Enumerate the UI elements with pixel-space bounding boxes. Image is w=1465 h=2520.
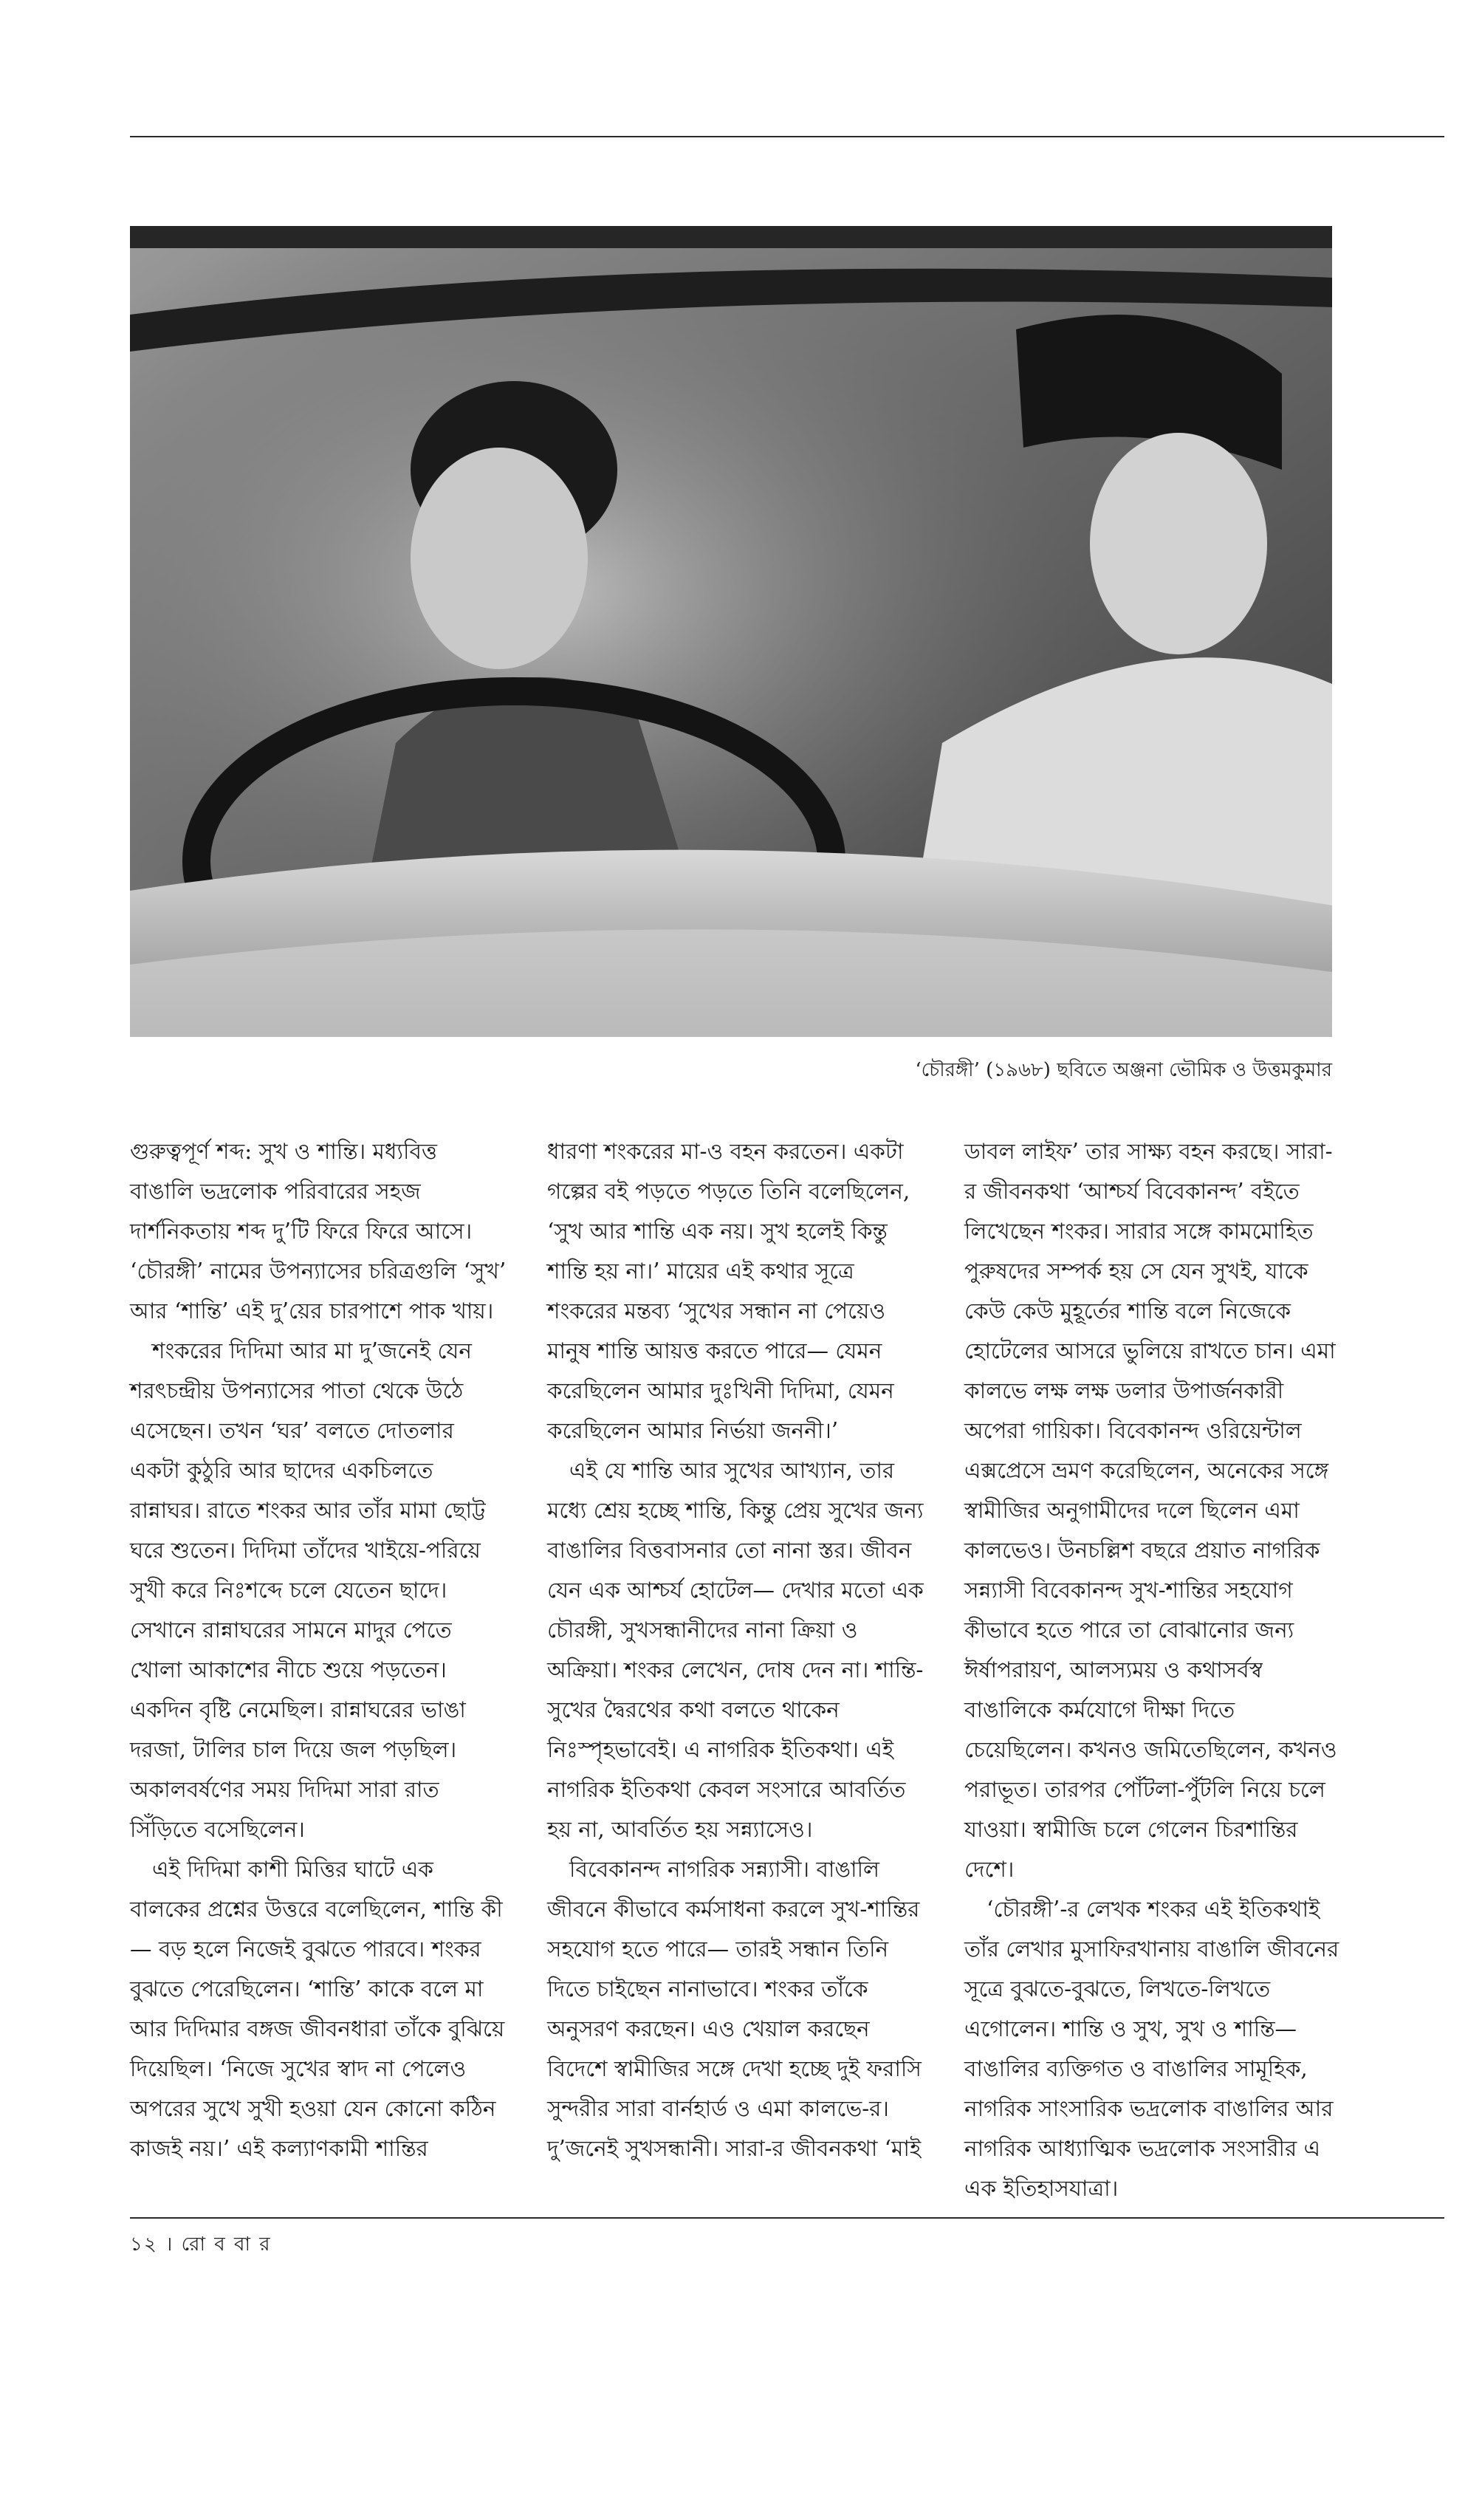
paragraph: এই দিদিমা কাশী মিত্তির ঘাটে এক বালকের প্রশ্নের উত্তরে বলেছিলেন, শান্তি কী— বড় হলে নিজেই বুঝতে পারবে। শংকর বুঝতে পেরেছিলেন। ‘শান্তি’ কাকে বলে মা আর দিদিমার বঙ্গজ জীবনধারা তাঁকে বুঝিয়ে দিয়েছিল। ‘নিজে সুখের স্বাদ না পেলেও অপরের সুখে সুখী হওয়া যেন কোনো কঠিন কাজই নয়।’ এই কল্যাণকামী শান্তির bbox=[130, 1857, 505, 2161]
paragraph: গুরুত্বপূর্ণ শব্দ: সুখ ও শান্তি। মধ্যবিত্ত বাঙালি ভদ্রলোক পরিবারের সহজ দার্শনিকতায় শব্দ দু’টি ফিরে ফিরে আসে। ‘চৌরঙ্গী’ নামের উপন্যাসের চরিত্রগুলি ‘সুখ’ আর ‘শান্তি’ এই দু’য়ের চারপাশে পাক খায়। bbox=[130, 1139, 507, 1324]
paragraph: ধারণা শংকরের মা-ও বহন করতেন। একটা গল্পের বই পড়তে পড়তে তিনি বলেছিলেন, ‘সুখ আর শান্তি এক নয়। সুখ হলেই কিন্তু শান্তি হয় না।’ মায়ের এই কথার সূত্রে শংকরের মন্তব্য ‘সুখের সন্ধান না পেয়েও মানুষ শান্তি আয়ত্ত করতে পারে— যেমন করেছিলেন আমার দুঃখিনী দিদিমা, যেমন করেছিলেন আমার নির্ভয়া জননী।’ bbox=[547, 1139, 910, 1443]
page-number: ১২ bbox=[130, 2233, 158, 2256]
paragraph: বিবেকানন্দ নাগরিক সন্ন্যাসী। বাঙালি জীবনে কীভাবে কর্মসাধনা করলে সুখ-শান্তির সহযোগ হতে পারে— তারই সন্ধান তিনি দিতে চাইছেন নানাভাবে। শংকর তাঁকে অনুসরণ করছেন। এও খেয়াল করছেন বিদেশে স্বামীজির সঙ্গে দেখা হচ্ছে দুই ফরাসি সুন্দরীর সারা বার্নহার্ড ও এমা কালভে-র। দু’জনেই সুখসন্ধানী। সারা-র জীবনকথা ‘মাই bbox=[547, 1857, 922, 2161]
column-2 bbox=[547, 1131, 924, 2168]
page-footer bbox=[130, 2229, 272, 2262]
section-name: রো ব বা র bbox=[181, 2233, 272, 2256]
film-still-photo bbox=[130, 226, 1332, 1037]
paragraph: এই যে শান্তি আর সুখের আখ্যান, তার মধ্যে শ্রেয় হচ্ছে শান্তি, কিন্তু প্রেয় সুখের জন্য বাঙালির বিত্তবাসনার তো নানা স্তর। জীবন যেন এক আশ্চর্য হোটেল— দেখার মতো এক চৌরঙ্গী, সুখসন্ধানীদের নানা ক্রিয়া ও অক্রিয়া। শংকর লেখেন, দোষ দেন না। শান্তি-সুখের দ্বৈরথের কথা বলতে থাকেন নিঃস্পৃহভাবেই। এ নাগরিক ইতিকথা। এই নাগরিক ইতিকথা কেবল সংসারে আবর্তিত হয় না, আবর্তিত হয় সন্ন্যাসেও। bbox=[547, 1458, 924, 1842]
column-1 bbox=[130, 1131, 507, 2168]
paragraph: শংকরের দিদিমা আর মা দু’জনেই যেন শরৎচন্দ্রীয় উপন্যাসের পাতা থেকে উঠে এসেছেন। তখন ‘ঘর’ বলতে দোতলার একটা কুঠুরি আর ছাদের একচিলতে রান্নাঘর। রাতে শংকর আর তাঁর মামা ছোট্ট ঘরে শুতেন। দিদিমা তাঁদের খাইয়ে-পরিয়ে সুখী করে নিঃশব্দে চলে যেতেন ছাদে। সেখানে রান্নাঘরের সামনে মাদুর পেতে খোলা আকাশের নীচে শুয়ে পড়তেন। একদিন বৃষ্টি নেমেছিল। রান্নাঘরের ভাঙা দরজা, টালির চাল দিয়ে জল পড়ছিল। অকালবর্ষণের সময় দিদিমা সারা রাত সিঁড়িতে বসেছিলেন। bbox=[130, 1338, 486, 1842]
paragraph: ‘চৌরঙ্গী’-র লেখক শংকর এই ইতিকথাই তাঁর লেখার মুসাফিরখানায় বাঙালি জীবনের সূত্রে বুঝতে-বুঝতে, লিখতে-লিখতে এগোলেন। শান্তি ও সুখ, সুখ ও শান্তি— বাঙালির ব্যক্তিগত ও বাঙালির সামূহিক, নাগরিক সাংসারিক ভদ্রলোক বাঙালির আর নাগরিক আধ্যাত্মিক ভদ্রলোক সংসারীর এ এক ইতিহাসযাত্রা। bbox=[964, 1897, 1339, 2201]
article-body bbox=[130, 1131, 1341, 2520]
bottom-rule bbox=[130, 2217, 1444, 2219]
column-3 bbox=[964, 1131, 1341, 2208]
paragraph: ডাবল লাইফ’ তার সাক্ষ্য বহন করছে। সারা-র জীবনকথা ‘আশ্চর্য বিবেকানন্দ’ বইতে লিখেছেন শংকর। সারার সঙ্গে কামমোহিত পুরুষদের সম্পর্ক হয় সে যেন সুখই, যাকে কেউ কেউ মুহূর্তের শান্তি বলে নিজেকে হোটেলের আসরে ভুলিয়ে রাখতে চান। এমা কালভে লক্ষ লক্ষ ডলার উপার্জনকারী অপেরা গায়িকা। বিবেকানন্দ ওরিয়েন্টাল এক্সপ্রেসে ভ্রমণ করেছিলেন, অনেকের সঙ্গে স্বামীজির অনুগামীদের দলে ছিলেন এমা কালভেও। উনচল্লিশ বছরে প্রয়াত নাগরিক সন্ন্যাসী বিবেকানন্দ সুখ-শান্তির সহযোগ কীভাবে হতে পারে তা বোঝানোর জন্য ঈর্ষাপরায়ণ, আলস্যময় ও কথাসর্বস্ব বাঙালিকে কর্মযোগে দীক্ষা দিতে চেয়েছিলেন। কখনও জমিতেছিলেন, কখনও পরাভূত। তারপর পোঁটলা-পুঁটলি নিয়ে চলে যাওয়া। স্বামীজি চলে গেলেন চিরশান্তির দেশে। bbox=[964, 1139, 1337, 1882]
footer-separator: । bbox=[165, 2233, 174, 2256]
top-rule bbox=[130, 136, 1444, 137]
photo-caption: ‘চৌরঙ্গী’ (১৯৬৮) ছবিতে অঞ্জনা ভৌমিক ও উত্তমকুমার bbox=[915, 1059, 1332, 1081]
film-still-illustration bbox=[130, 226, 1332, 1037]
